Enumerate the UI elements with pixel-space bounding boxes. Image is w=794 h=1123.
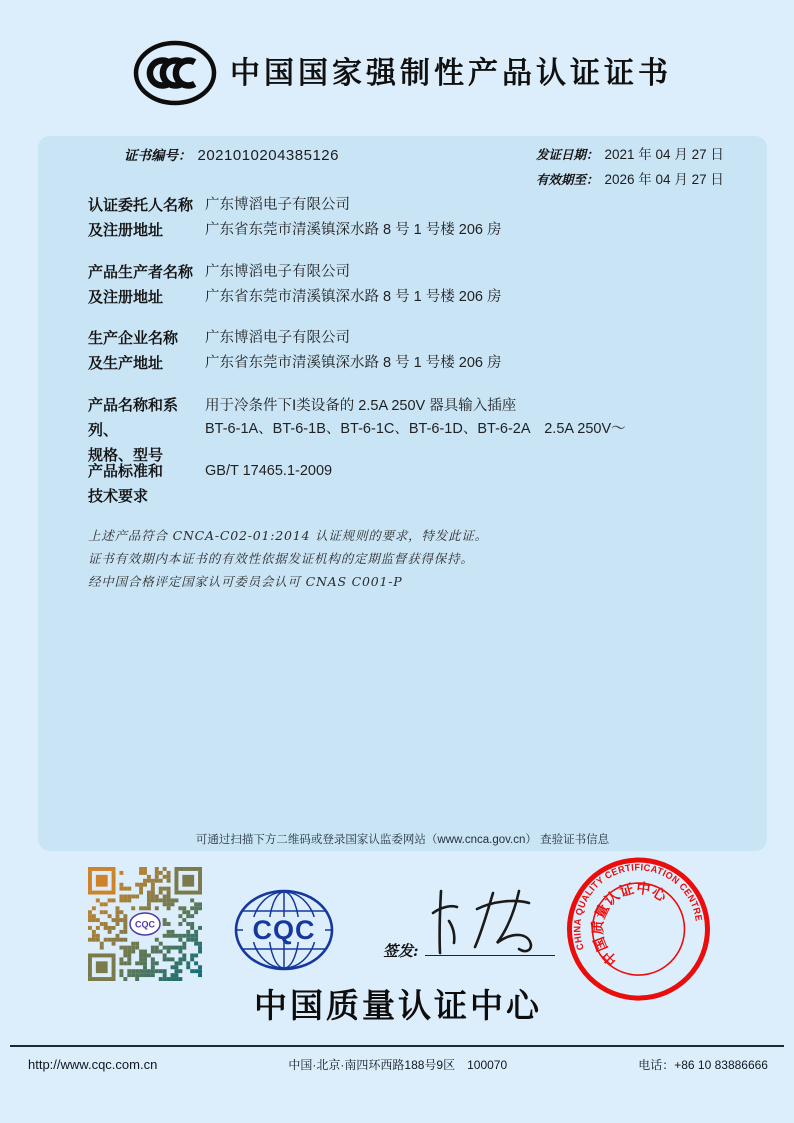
signature [427,883,553,959]
seal-stamp [551,841,728,1021]
statement-line: 证书有效期内本证书的有效性依据发证机构的定期监督获得保持。 [88,551,474,566]
field-row-applicant [38,193,767,243]
signature-line [425,930,555,956]
seal-outer-text: CHINA QUALITY CERTIFICATION CENTRE [572,862,704,952]
issue-date-value: 2021 年 04 月 27 日 [604,147,724,162]
page-title: 中国国家强制性产品认证证书 [230,57,672,90]
field-value: 用于冷条件下Ⅰ类设备的 2.5A 250V 器具输入插座 BT-6-1A、BT-6-1B、BT-6-1C、BT-6-1D、BT-6-2A 2.5A 250V～ [205,398,626,437]
certificate-number-label: 证书编号： [124,148,192,164]
field-label: 认证委托人名称 及注册地址 [88,197,194,239]
statement-line: 经中国合格评定国家认可委员会认可 CNAS C001-P [88,574,403,589]
issue-date-row [536,143,724,163]
org-name: 中国质量认证中心 [254,987,542,1024]
dates-block [536,143,724,193]
field-label: 产品生产者名称 及注册地址 [88,264,194,306]
field-label: 产品标准和 技术要求 [88,463,164,505]
ccc-mark-icon [131,38,219,113]
field-row-product [38,393,767,468]
sign-row [383,930,555,961]
certificate-number-value: 2021010204385126 [197,147,339,164]
issue-date-label: 发证日期： [536,147,599,162]
field-label: 生产企业名称 及生产地址 [88,330,179,372]
valid-date-value: 2026 年 04 月 27 日 [604,172,724,187]
qr-center-logo: CQC [135,919,155,930]
field-value: 广东博滔电子有限公司 广东省东莞市清溪镇深水路 8 号 1 号楼 206 房 [205,330,502,371]
cqc-logo-text: CQC [252,915,316,945]
sign-label: 签发: [383,942,419,960]
valid-date-label: 有效期至： [536,172,599,187]
certificate-panel [38,136,767,851]
qr-verification-note: 可通过扫描下方二维码或登录国家认监委网站（www.cnca.gov.cn） 查验证书信息 [195,834,610,846]
field-value: 广东博滔电子有限公司 广东省东莞市清溪镇深水路 8 号 1 号楼 206 房 [205,197,502,238]
certificate-number-row [124,144,339,164]
footer-phone: 电话：+86 10 83886666 [638,1058,768,1072]
footer [28,1056,768,1073]
cqc-globe-icon [233,887,335,978]
field-label: 产品名称和系列、 规格、型号 [88,397,179,464]
statement-block [88,524,488,593]
footer-address: 中国·北京·南四环西路188号9区 100070 [288,1058,508,1072]
statement-line: 上述产品符合 CNCA-C02-01:2014 认证规则的要求，特发此证。 [88,528,488,543]
field-row-standard [38,459,767,509]
field-row-manufacturer [38,326,767,376]
seal-inner-text: 中国质量认证中心 [589,879,670,969]
footer-rule [10,1045,784,1047]
field-row-producer [38,260,767,310]
qr-code [88,867,202,981]
field-value: GB/T 17465.1-2009 [205,463,333,479]
field-value: 广东博滔电子有限公司 广东省东莞市清溪镇深水路 8 号 1 号楼 206 房 [205,264,502,305]
valid-date-row [536,168,724,188]
footer-website: http://www.cqc.com.cn [28,1057,158,1072]
